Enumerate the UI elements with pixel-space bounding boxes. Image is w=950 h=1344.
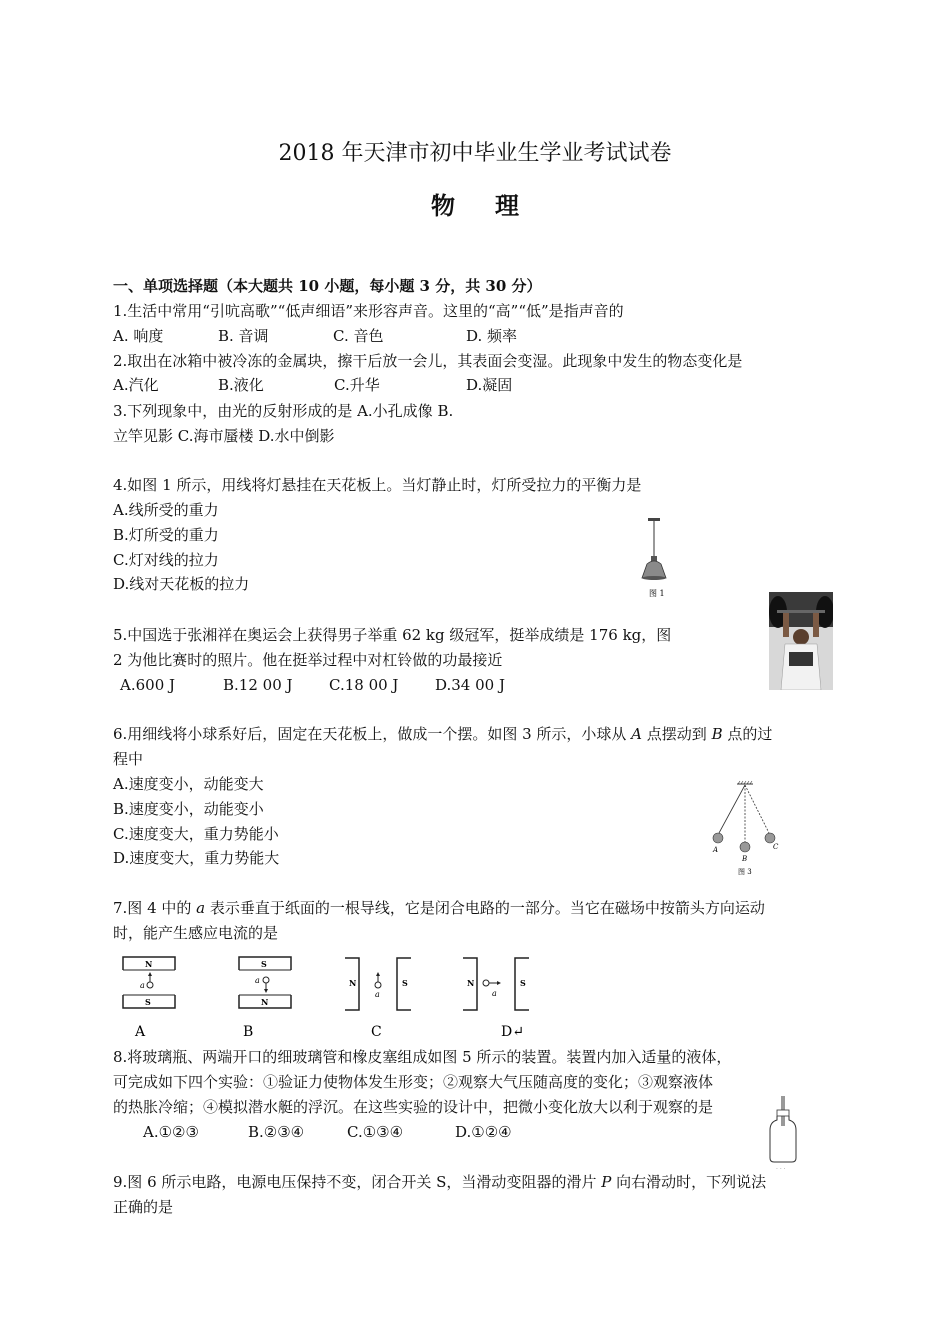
panel-a-pole-top: N [145,959,153,969]
panel-d-pole-left: N [467,978,475,988]
lamp-rim [642,576,666,580]
section-heading: 一、单项选择题（本大题共 10 小题，每小题 3 分，共 30 分） [113,277,542,295]
figure-4-panel-c [345,958,411,1040]
q5-option-d: D.34 00 J [435,676,505,694]
q1-stem: 1.生活中常用“引吭高歌”“低声细语”来形容声音。这里的“高”“低”是指声音的 [113,302,624,320]
q5-line1: 5.中国选于张湘祥在奥运会上获得男子举重 62 kg 级冠军，挺举成绩是 176 kg，图 [113,626,672,644]
figure-3-caption: 图 3 [738,868,752,876]
panel-c-pole-right: S [402,978,408,988]
q1-option-a: A. 响度 [113,327,164,345]
figure-2-photo [769,592,833,690]
panel-b-pole-top: S [261,959,267,969]
panel-d-label: D↵ [501,1024,524,1040]
string-a [719,785,745,833]
q8-option-d: D.①②④ [455,1123,512,1141]
q6-point-b: B [711,725,723,743]
q6-line1-text: 6.用细线将小球系好后，固定在天花板上，做成一个摆。如图 3 所示，小球从 [113,725,632,743]
q8-options [143,1122,512,1142]
label-a: A [713,846,719,854]
label-c: C [773,843,779,851]
panel-d-wire [483,980,489,986]
q3-line2: 立竿见影 C.海市蜃楼 D.水中倒影 [113,427,335,445]
q9-line1-text: 9.图 6 所示电路，电源电压保持不变，闭合开关 S，当滑动变阻器的滑片 [113,1173,602,1191]
q9-line1-end: 向右滑动时，下列说法 [611,1173,767,1191]
q8-line1: 8.将玻璃瓶、两端开口的细玻璃管和橡皮塞组成如图 5 所示的装置。装置内加入适量的液体， [113,1048,732,1066]
q4-option-b: B.灯所受的重力 [113,526,219,544]
panel-b-wire [263,977,269,983]
q8-line2: 可完成如下四个实验：①验证力使物体发生形变；②观察大气压随高度的变化；③观察液体 [113,1073,714,1091]
q8-option-c: C.①③④ [347,1123,404,1141]
q9-line2: 正确的是 [113,1198,174,1216]
q1-option-c: C. 音色 [333,327,384,345]
q6-point-a: A [631,725,643,743]
q2-option-c: C.升华 [334,376,380,394]
q2-stem: 2.取出在冰箱中被冷冻的金属块，擦干后放一会儿，其表面会变湿。此现象中发生的物态变化是 [113,352,743,370]
panel-c-wire-label: a [375,990,380,999]
page-title: 2018 年天津市初中毕业生学业考试试卷 [278,141,672,166]
figure-4-panel-d [463,958,529,1040]
q6-line1-end: 点的过 [722,725,773,743]
figure-3-pendulum [705,780,785,880]
q3-line1: 3.下列现象中，由光的反射形成的是 A.小孔成像 B. [113,402,454,420]
q1-option-b: B. 音调 [218,327,269,345]
ball-a [713,833,723,843]
panel-c-arrow-up [376,972,380,976]
q5-line2: 2 为他比赛时的照片。他在挺举过程中对杠铃做的功最接近 [113,651,503,669]
figure-4-panel-a [123,957,175,1040]
figure-1-lamp [635,516,675,602]
panel-a-label: A [135,1024,146,1040]
lifter-body [781,644,821,690]
panel-a-wire [147,982,153,988]
figure-5-bottle [764,1092,800,1170]
lamp-shade [642,561,666,578]
q5-option-a: A.600 J [120,676,176,694]
q6-line1-mid: 点摆动到 [642,725,712,743]
panel-c-label: C [371,1024,382,1040]
q7-line2: 时，能产生感应电流的是 [113,924,279,942]
q1-options [113,326,517,346]
panel-c-pole-left: N [349,978,357,988]
panel-a-arrow-up [148,972,152,976]
lifter-arm-right [813,613,819,637]
ball-b [740,842,750,852]
q2-option-b: B.液化 [218,376,264,394]
figure-1-caption: 图 1 [649,589,665,598]
panel-b-label: B [243,1024,254,1040]
q6-option-c: C.速度变大，重力势能小 [113,825,279,843]
barbell-bar [777,610,825,613]
panel-d-wire-label: a [492,989,497,998]
figure-4-magnets [115,952,555,1044]
subject-title: 物理 [431,191,559,220]
q2-option-d: D.凝固 [466,376,513,394]
q2-option-a: A.汽化 [113,376,159,394]
panel-b-pole-bottom: N [261,997,269,1007]
panel-a-pole-bottom: S [145,997,151,1007]
q7-line1-end: 表示垂直于纸面的一根导线，它是闭合电路的一部分。当它在磁场中按箭头方向运动 [205,899,765,917]
ball-c [765,833,775,843]
label-b: B [742,855,748,863]
q7-line1 [113,898,765,918]
panel-b-wire-label: a [255,976,260,985]
q5-option-c: C.18 00 J [329,676,399,694]
panel-b-arrow-down [264,989,268,993]
q6-line2: 程中 [113,750,144,768]
panel-c-wire [375,982,381,988]
q6-line1 [113,724,772,744]
q4-option-a: A.线所受的重力 [113,501,219,519]
q7-var-a: a [196,899,206,917]
q4-stem: 4.如图 1 所示，用线将灯悬挂在天花板上。当灯静止时，灯所受拉力的平衡力是 [113,476,642,494]
q6-option-a: A.速度变小，动能变大 [113,775,264,793]
panel-d-pole-right: S [520,978,526,988]
q8-line3: 的热胀冷缩；④模拟潜水艇的浮沉。在这些实验的设计中，把微小变化放大以利于观察的是 [113,1098,714,1116]
string-c [745,785,769,833]
q4-option-d: D.线对天花板的拉力 [113,575,250,593]
lifter-head [793,629,809,645]
panel-d-arrow-right [497,981,501,985]
q8-option-b: B.②③④ [248,1123,305,1141]
q8-option-a: A.①②③ [143,1123,199,1141]
q5-option-b: B.12 00 J [223,676,293,694]
panel-a-wire-label: a [140,981,145,990]
bottle-base-marks: . . . [776,1164,786,1170]
q1-option-d: D. 频率 [466,327,518,345]
q9-line1 [113,1172,766,1192]
q7-line1-text: 7.图 4 中的 [113,899,197,917]
q2-options [113,375,512,395]
lifter-suit [789,652,813,666]
q5-options [120,675,505,695]
figure-4-panel-b [239,957,291,1040]
q4-option-c: C.灯对线的拉力 [113,551,219,569]
q9-var-p: P [601,1173,612,1191]
glass-bottle [770,1116,796,1162]
q6-option-d: D.速度变大，重力势能大 [113,849,280,867]
q6-option-b: B.速度变小，动能变小 [113,800,264,818]
lifter-arm-left [783,613,789,637]
rubber-stopper [777,1110,789,1116]
ceiling-mount [648,518,660,521]
